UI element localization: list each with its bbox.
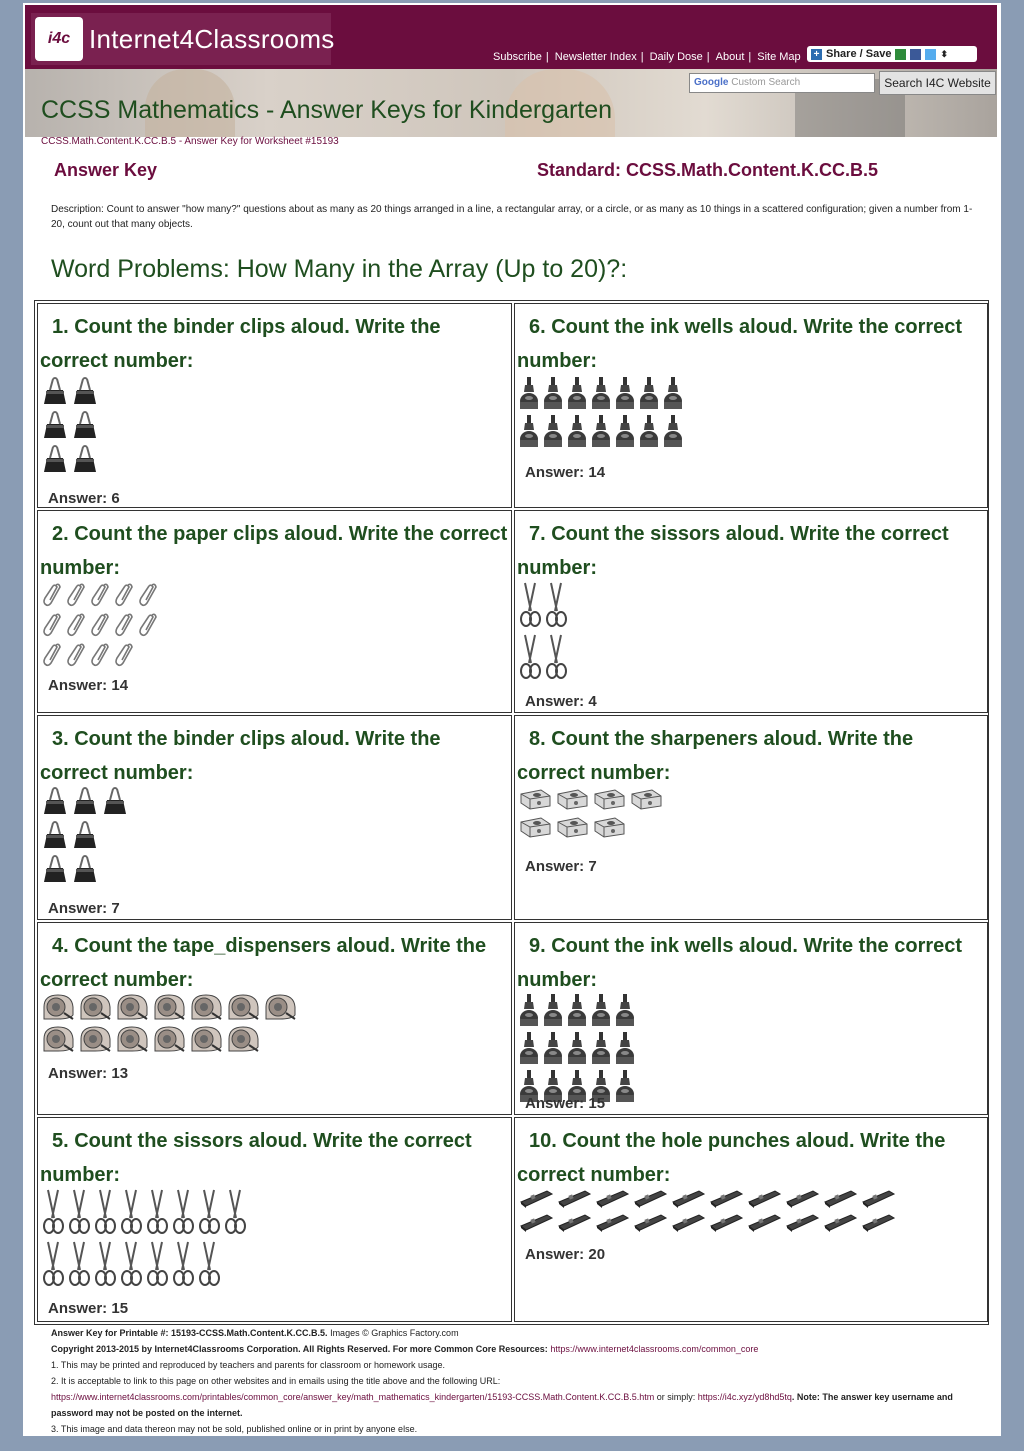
footer-printable-id: Answer Key for Printable #: 15193-CCSS.Math.Content.K.CC.B.5. bbox=[51, 1328, 328, 1338]
problem-question: 7. Count the sissors aloud. Write the correct number: bbox=[517, 523, 949, 579]
icon-row bbox=[519, 1031, 635, 1065]
hole-punch-icon bbox=[823, 1188, 857, 1208]
scissors-icon bbox=[146, 1188, 168, 1236]
problem-question: 8. Count the sharpeners aloud. Write the correct number: bbox=[517, 728, 914, 784]
icon-row bbox=[519, 581, 567, 629]
ink-well-icon bbox=[639, 414, 659, 448]
binder-clip-icon bbox=[102, 786, 128, 816]
paper-clip-icon bbox=[90, 611, 110, 637]
problem-answer: Answer: 7 bbox=[525, 858, 597, 875]
tape-dispenser-icon bbox=[264, 993, 297, 1021]
nav-separator: | bbox=[706, 51, 710, 63]
problem-question: 1. Count the binder clips aloud. Write the correct number: bbox=[40, 316, 441, 372]
common-core-link[interactable]: https://www.internet4classrooms.com/common_core bbox=[550, 1344, 759, 1354]
problem-question: 5. Count the sissors aloud. Write the correct number: bbox=[40, 1130, 472, 1186]
icon-row bbox=[519, 993, 635, 1027]
breadcrumb[interactable]: CCSS.Math.Content.K.CC.B.5 - Answer Key for Worksheet #15193 bbox=[41, 136, 339, 147]
tape-dispenser-icon bbox=[153, 1025, 186, 1053]
ink-well-icon bbox=[543, 993, 563, 1027]
share-save-button[interactable] bbox=[807, 46, 977, 62]
nav-about[interactable]: About bbox=[715, 51, 745, 63]
scissors-icon bbox=[519, 581, 541, 629]
icon-array bbox=[519, 376, 683, 448]
hole-punch-icon bbox=[671, 1212, 705, 1232]
share-label: Share / Save bbox=[826, 48, 892, 60]
icon-array bbox=[42, 1188, 246, 1288]
logo-text: Internet4Classrooms bbox=[89, 24, 335, 54]
paper-clip-icon bbox=[138, 581, 158, 607]
problem-question: 6. Count the ink wells aloud. Write the correct number: bbox=[517, 316, 963, 372]
hole-punch-icon bbox=[557, 1212, 591, 1232]
nav-separator: | bbox=[748, 51, 752, 63]
icon-row bbox=[519, 1188, 895, 1208]
ink-well-icon bbox=[567, 993, 587, 1027]
hole-punch-icon bbox=[633, 1188, 667, 1208]
ink-well-icon bbox=[591, 993, 611, 1027]
icon-array bbox=[519, 786, 663, 838]
icon-array bbox=[42, 376, 98, 474]
scissors-icon bbox=[68, 1188, 90, 1236]
problem-cell bbox=[514, 510, 988, 713]
page-title: CCSS Mathematics - Answer Keys for Kindergarten bbox=[41, 96, 613, 124]
twitter-icon bbox=[925, 49, 936, 60]
problem-question: 4. Count the tape_dispensers aloud. Write the correct number: bbox=[40, 935, 487, 991]
standard-label: Standard: CCSS.Math.Content.K.CC.B.5 bbox=[537, 160, 879, 180]
tape-dispenser-icon bbox=[190, 993, 223, 1021]
problem-answer: Answer: 7 bbox=[48, 900, 120, 917]
scissors-icon bbox=[146, 1240, 168, 1288]
problem-answer: Answer: 14 bbox=[48, 677, 129, 694]
binder-clip-icon bbox=[72, 410, 98, 440]
paper-clip-icon bbox=[66, 611, 86, 637]
ink-well-icon bbox=[615, 1069, 635, 1103]
paper-clip-icon bbox=[90, 641, 110, 667]
paper-clip-icon bbox=[66, 581, 86, 607]
icon-row bbox=[42, 993, 297, 1021]
hole-punch-icon bbox=[519, 1188, 553, 1208]
binder-clip-icon bbox=[72, 786, 98, 816]
ink-well-icon bbox=[591, 414, 611, 448]
description: Description: Count to answer "how many?" questions about as many as 20 things arranged in a line, a rectangular array, or a circle, or as many as 10 things in a scattered configuration; given a number from 1-20, count out that many objects. bbox=[51, 204, 973, 230]
icon-row bbox=[42, 641, 158, 667]
scissors-icon bbox=[198, 1240, 220, 1288]
ink-well-icon bbox=[615, 414, 635, 448]
sharpener-icon bbox=[519, 814, 552, 838]
scissors-icon bbox=[94, 1188, 116, 1236]
ink-well-icon bbox=[567, 414, 587, 448]
scissors-icon bbox=[545, 581, 567, 629]
icon-array bbox=[519, 993, 635, 1103]
nav-newsletter-index[interactable]: Newsletter Index bbox=[554, 51, 637, 63]
share-icon bbox=[895, 49, 906, 60]
scissors-icon bbox=[42, 1240, 64, 1288]
problem-cell bbox=[514, 715, 988, 920]
icon-row bbox=[519, 814, 663, 838]
binder-clip-icon bbox=[72, 854, 98, 884]
problem-question: 10. Count the hole punches aloud. Write the correct number: bbox=[517, 1130, 946, 1186]
binder-clip-icon bbox=[42, 410, 68, 440]
ink-well-icon bbox=[519, 1031, 539, 1065]
scissors-icon bbox=[198, 1188, 220, 1236]
problem-answer: Answer: 13 bbox=[48, 1065, 129, 1082]
printable-url-link[interactable]: https://www.internet4classrooms.com/printables/common_core/answer_key/math_mathematics_kindergarten/15193-CCSS.Math.Content.K.CC.B.5.htm bbox=[51, 1392, 655, 1402]
problem-cell bbox=[37, 1117, 512, 1322]
tape-dispenser-icon bbox=[116, 1025, 149, 1053]
footer bbox=[51, 1325, 996, 1437]
tape-dispenser-icon bbox=[153, 993, 186, 1021]
facebook-icon bbox=[910, 49, 921, 60]
tape-dispenser-icon bbox=[116, 993, 149, 1021]
icon-row bbox=[519, 633, 567, 681]
hole-punch-icon bbox=[861, 1212, 895, 1232]
top-nav bbox=[493, 51, 801, 63]
icon-row bbox=[42, 581, 158, 607]
paper-clip-icon bbox=[114, 641, 134, 667]
paper-clip-icon bbox=[114, 611, 134, 637]
icon-row bbox=[42, 611, 158, 637]
problem-answer: Answer: 15 bbox=[525, 1095, 606, 1112]
scissors-icon bbox=[42, 1188, 64, 1236]
ink-well-icon bbox=[663, 414, 683, 448]
site-logo[interactable] bbox=[31, 13, 335, 65]
problem-question: 9. Count the ink wells aloud. Write the correct number: bbox=[517, 935, 963, 991]
problem-cell bbox=[37, 715, 512, 920]
paper-clip-icon bbox=[90, 581, 110, 607]
tape-dispenser-icon bbox=[190, 1025, 223, 1053]
paper-clip-icon bbox=[138, 611, 158, 637]
hole-punch-icon bbox=[595, 1188, 629, 1208]
icon-row bbox=[42, 854, 128, 884]
problem-answer: Answer: 6 bbox=[48, 490, 120, 507]
answer-key-label: Answer Key bbox=[54, 160, 158, 180]
hole-punch-icon bbox=[671, 1188, 705, 1208]
ink-well-icon bbox=[615, 993, 635, 1027]
icon-array bbox=[42, 786, 128, 884]
ink-well-icon bbox=[543, 414, 563, 448]
scissors-icon bbox=[94, 1240, 116, 1288]
icon-row bbox=[42, 1188, 246, 1236]
ink-well-icon bbox=[543, 1031, 563, 1065]
footer-line: 3. This image and data thereon may not be sold, published online or in print by anyone else. bbox=[51, 1424, 418, 1434]
problems-grid bbox=[34, 300, 989, 1325]
tape-dispenser-icon bbox=[227, 993, 260, 1021]
scissors-icon bbox=[545, 633, 567, 681]
hole-punch-icon bbox=[519, 1212, 553, 1232]
tape-dispenser-icon bbox=[42, 993, 75, 1021]
ink-well-icon bbox=[591, 376, 611, 410]
icon-row bbox=[519, 786, 663, 810]
footer-line bbox=[51, 1389, 996, 1421]
sharpener-icon bbox=[556, 814, 589, 838]
paper-clip-icon bbox=[42, 611, 62, 637]
icon-row bbox=[42, 820, 128, 850]
hole-punch-icon bbox=[861, 1188, 895, 1208]
site-header bbox=[25, 5, 997, 69]
section-title: Word Problems: How Many in the Array (Up to 20)?: bbox=[51, 255, 628, 283]
problem-cell bbox=[514, 1117, 988, 1322]
scissors-icon bbox=[68, 1240, 90, 1288]
binder-clip-icon bbox=[42, 854, 68, 884]
short-url-link[interactable]: https://i4c.xyz/yd8hd5tq bbox=[697, 1392, 792, 1402]
binder-clip-icon bbox=[72, 820, 98, 850]
chevron-updown-icon: ⬍ bbox=[940, 48, 948, 59]
paper-clip-icon bbox=[42, 581, 62, 607]
problem-question: 2. Count the paper clips aloud. Write the correct number: bbox=[40, 523, 508, 579]
icon-row bbox=[42, 786, 128, 816]
icon-row bbox=[519, 376, 683, 410]
ink-well-icon bbox=[615, 1031, 635, 1065]
binder-clip-icon bbox=[72, 444, 98, 474]
hole-punch-icon bbox=[823, 1212, 857, 1232]
google-logo: Google bbox=[694, 77, 729, 88]
hole-punch-icon bbox=[785, 1188, 819, 1208]
binder-clip-icon bbox=[42, 444, 68, 474]
nav-separator: | bbox=[640, 51, 644, 63]
hole-punch-icon bbox=[633, 1212, 667, 1232]
problem-answer: Answer: 14 bbox=[525, 464, 606, 481]
footer-note: . Note: The answer key username and password may not be posted on the internet. bbox=[51, 1392, 953, 1418]
sharpener-icon bbox=[556, 786, 589, 810]
sharpener-icon bbox=[630, 786, 663, 810]
icon-row bbox=[519, 414, 683, 448]
problem-question: 3. Count the binder clips aloud. Write the correct number: bbox=[40, 728, 441, 784]
hole-punch-icon bbox=[709, 1188, 743, 1208]
scissors-icon bbox=[172, 1240, 194, 1288]
footer-line bbox=[51, 1341, 996, 1357]
icon-array bbox=[519, 581, 567, 681]
search-button[interactable]: Search I4C Website bbox=[879, 71, 996, 95]
scissors-icon bbox=[120, 1188, 142, 1236]
hole-punch-icon bbox=[709, 1212, 743, 1232]
icon-array bbox=[42, 993, 297, 1053]
icon-row bbox=[42, 1240, 246, 1288]
ink-well-icon bbox=[519, 414, 539, 448]
problem-answer: Answer: 20 bbox=[525, 1246, 606, 1263]
scissors-icon bbox=[172, 1188, 194, 1236]
problem-cell bbox=[514, 922, 988, 1115]
sharpener-icon bbox=[593, 814, 626, 838]
binder-clip-icon bbox=[42, 376, 68, 406]
ink-well-icon bbox=[543, 376, 563, 410]
footer-line bbox=[51, 1325, 996, 1341]
icon-row bbox=[42, 376, 98, 406]
ink-well-icon bbox=[567, 1031, 587, 1065]
hole-punch-icon bbox=[595, 1212, 629, 1232]
ink-well-icon bbox=[615, 376, 635, 410]
hole-punch-icon bbox=[747, 1188, 781, 1208]
hole-punch-icon bbox=[785, 1212, 819, 1232]
ink-well-icon bbox=[519, 993, 539, 1027]
tape-dispenser-icon bbox=[42, 1025, 75, 1053]
problem-cell bbox=[37, 303, 512, 508]
page-container bbox=[23, 3, 1001, 1436]
nav-subscribe[interactable]: Subscribe bbox=[493, 51, 542, 63]
hole-punch-icon bbox=[747, 1212, 781, 1232]
ink-well-icon bbox=[567, 376, 587, 410]
search-input[interactable] bbox=[689, 73, 875, 93]
problem-cell bbox=[514, 303, 988, 508]
tape-dispenser-icon bbox=[79, 993, 112, 1021]
sharpener-icon bbox=[593, 786, 626, 810]
nav-separator: | bbox=[545, 51, 549, 63]
icon-row bbox=[42, 410, 98, 440]
nav-site-map[interactable]: Site Map bbox=[757, 51, 801, 63]
problem-cell bbox=[37, 922, 512, 1115]
sharpener-icon bbox=[519, 786, 552, 810]
ink-well-icon bbox=[519, 376, 539, 410]
icon-row bbox=[519, 1212, 895, 1232]
icon-array bbox=[519, 1188, 895, 1232]
hole-punch-icon bbox=[557, 1188, 591, 1208]
footer-line: 2. It is acceptable to link to this page on other websites and in emails using the title above and the following URL: bbox=[51, 1376, 501, 1386]
problem-answer: Answer: 15 bbox=[48, 1300, 129, 1317]
tape-dispenser-icon bbox=[227, 1025, 260, 1053]
footer-copyright: Copyright 2013-2015 by Internet4Classrooms Corporation. All Rights Reserved. For more Common Core Resources: bbox=[51, 1344, 548, 1354]
search-placeholder: Custom Search bbox=[731, 77, 801, 88]
scissors-icon bbox=[224, 1188, 246, 1236]
ink-well-icon bbox=[663, 376, 683, 410]
binder-clip-icon bbox=[72, 376, 98, 406]
icon-row bbox=[42, 1025, 297, 1053]
problem-cell bbox=[37, 510, 512, 713]
paper-clip-icon bbox=[42, 641, 62, 667]
paper-clip-icon bbox=[114, 581, 134, 607]
footer-line: 1. This may be printed and reproduced by teachers and parents for classroom or homework usage. bbox=[51, 1360, 446, 1370]
scissors-icon bbox=[519, 633, 541, 681]
footer-text: or simply: bbox=[654, 1392, 698, 1402]
logo-badge: i4c bbox=[35, 17, 83, 61]
footer-credit: Images © Graphics Factory.com bbox=[327, 1328, 459, 1338]
tape-dispenser-icon bbox=[79, 1025, 112, 1053]
scissors-icon bbox=[120, 1240, 142, 1288]
binder-clip-icon bbox=[42, 786, 68, 816]
problem-answer: Answer: 4 bbox=[525, 693, 597, 710]
binder-clip-icon bbox=[42, 820, 68, 850]
icon-array bbox=[42, 581, 158, 667]
nav-daily-dose[interactable]: Daily Dose bbox=[649, 51, 703, 63]
paper-clip-icon bbox=[66, 641, 86, 667]
ink-well-icon bbox=[639, 376, 659, 410]
icon-row bbox=[42, 444, 98, 474]
ink-well-icon bbox=[591, 1031, 611, 1065]
plus-icon: + bbox=[811, 49, 822, 60]
